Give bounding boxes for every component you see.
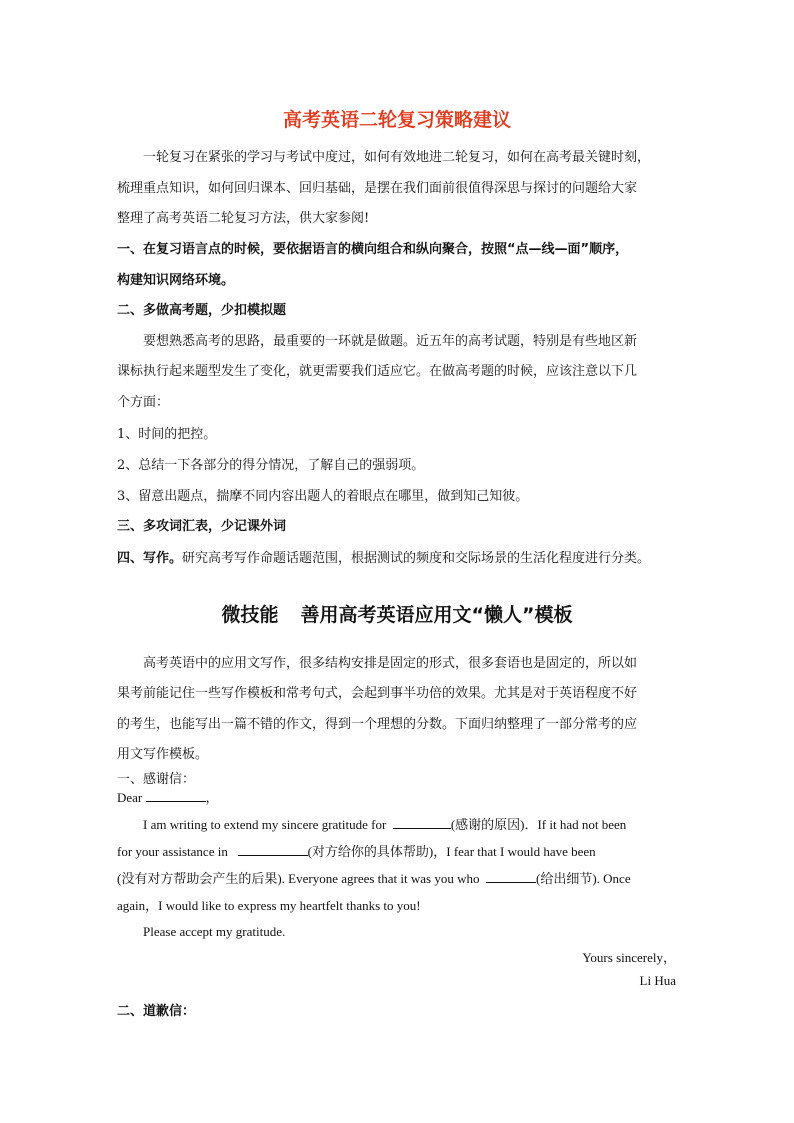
blank-recipient: [146, 789, 206, 802]
point-1-line-1: 一、在复习语言点的时候，要依据语言的横向组合和纵向聚合，按照“点—线—面”顺序，: [117, 242, 629, 257]
section-2-title-part-1: 微技能: [221, 604, 279, 626]
letter-line-4: again，I would like to express my heartfelt thanks to you!: [117, 898, 421, 913]
point-3-heading: 三、多攻词汇表，少记课外词: [117, 519, 287, 534]
letter-line-2-a: for your assistance in: [117, 844, 228, 859]
para-2-line-1: 要想熟悉高考的思路，最重要的一环就是做题。近五年的高考试题，特别是有些地区新: [143, 334, 638, 349]
letter-2-heading: 二、道歉信：: [117, 1004, 196, 1019]
point-4-text: 研究高考写作命题话题范围，根据测试的频度和交际场景的生活化程度进行分类。: [182, 551, 651, 566]
section-2-para-line-3: 的考生，也能写出一篇不错的作文，得到一个理想的分数。下面归纳整理了一部分常考的应: [117, 717, 638, 732]
letter-line-3: [117, 865, 679, 892]
letter-line-2: [117, 838, 679, 865]
point-1-line-2: 构建知识网络环境。: [117, 273, 235, 288]
letter-1-heading: 一、感谢信：: [117, 772, 196, 787]
section-2-para-line-1: 高考英语中的应用文写作，很多结构安排是固定的形式，很多套语也是固定的，所以如: [143, 656, 638, 671]
dear-comma: ，: [205, 790, 219, 805]
letter-line-1-b: (感谢的原因)．If it had not been: [450, 817, 627, 832]
list-item-2: 2、总结一下各部分的得分情况，了解自己的强弱项。: [117, 458, 425, 473]
point-4-label: 四、写作。: [117, 551, 183, 566]
section-2-para-line-4: 用文写作模板。: [117, 747, 209, 762]
list-item-3: 3、留意出题点，揣摩不同内容出题人的着眼点在哪里，做到知己知彼。: [117, 489, 529, 504]
para-2-line-2: 课标执行起来题型发生了变化，就更需要我们适应它。在做高考题的时候，应该注意以下几: [117, 364, 638, 379]
letter-line-5: Please accept my gratitude.: [143, 924, 286, 939]
intro-line-1: 一轮复习在紧张的学习与考试中度过，如何有效地进二轮复习，如何在高考最关键时刻，: [143, 150, 651, 165]
intro-line-3: 整理了高考英语二轮复习方法，供大家参阅!: [117, 211, 370, 226]
letter-line-1: [117, 811, 679, 838]
letter-signature: Li Hua: [639, 973, 676, 988]
point-4: [117, 543, 679, 574]
letter-closing: Yours sincerely，: [582, 950, 676, 965]
blank-assistance: [238, 843, 308, 856]
para-2-line-3: 个方面：: [117, 395, 170, 410]
letter-line-1-a: I am writing to extend my sincere gratitude for: [143, 817, 387, 832]
letter-line-2-b: (对方给你的具体帮助)，I fear that I would have been: [307, 844, 596, 859]
letter-line-3-a: (没有对方帮助会产生的后果). Everyone agrees that it was you who: [117, 871, 480, 886]
blank-details: [486, 870, 536, 883]
dear-label: Dear: [117, 790, 143, 805]
section-2-title-part-2: 善用高考英语应用文“懒人”模板: [300, 604, 573, 626]
list-item-1: 1、时间的把控。: [117, 427, 217, 442]
letter-line-3-b: (给出细节). Once: [536, 871, 631, 886]
document-title: 高考英语二轮复习策略建议: [282, 109, 511, 131]
intro-line-2: 梳理重点知识，如何回归课本、回归基础，是摆在我们面前很值得深思与探讨的问题给大家: [117, 181, 638, 196]
section-2-para-line-2: 果考前能记住一些写作模板和常考句式，会起到事半功倍的效果。尤其是对于英语程度不好: [117, 686, 638, 701]
section-2-title: [0, 600, 794, 627]
blank-reason: [393, 816, 451, 829]
point-2-heading: 二、多做高考题，少扣模拟题: [117, 303, 287, 318]
letter-salutation: [117, 784, 679, 811]
